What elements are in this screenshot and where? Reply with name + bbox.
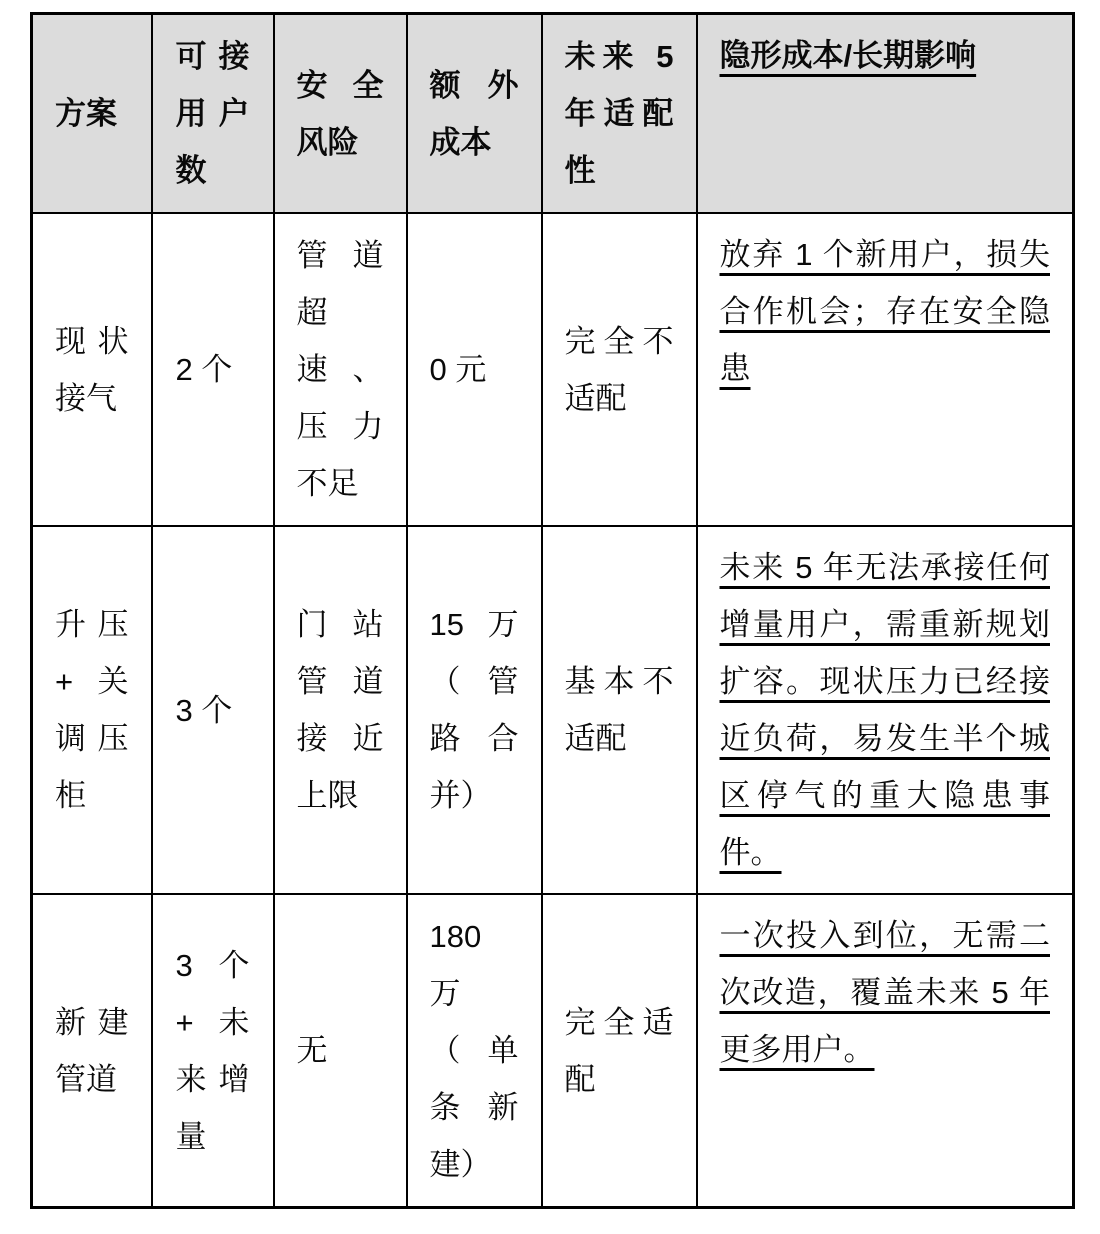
cell-risk: 管道超速、压力不足 bbox=[274, 213, 407, 526]
header-cell-fit: 未来 5 年适配性 bbox=[542, 14, 697, 214]
cell-cost: 0 元 bbox=[407, 213, 542, 526]
hidden-cost-text: 未来 5 年无法承接任何增量用户，需重新规划扩容。现状压力已经接近负荷，易发生半个城区停气的重大隐患事件。 bbox=[719, 550, 1050, 870]
header-cell-hidden-cost bbox=[697, 14, 1074, 214]
header-cell-users: 可接用户数 bbox=[152, 14, 274, 214]
cell-risk: 无 bbox=[274, 894, 407, 1208]
cell-fit: 完全适配 bbox=[542, 894, 697, 1208]
hidden-cost-text: 一次投入到位，无需二次改造，覆盖未来 5 年更多用户。 bbox=[719, 918, 1050, 1067]
cell-plan: 现状接气 bbox=[32, 213, 152, 526]
cell-hidden-cost bbox=[697, 526, 1074, 894]
cell-users: 2 个 bbox=[152, 213, 274, 526]
cell-plan: 新建管道 bbox=[32, 894, 152, 1208]
cell-cost: 15 万（管路合并） bbox=[407, 526, 542, 894]
table-row-boost-pressure bbox=[32, 526, 1074, 894]
cell-plan: 升压+关调压柜 bbox=[32, 526, 152, 894]
table-row-current-status bbox=[32, 213, 1074, 526]
cell-fit: 完全不适配 bbox=[542, 213, 697, 526]
hidden-cost-text: 放弃 1 个新用户，损失合作机会；存在安全隐患 bbox=[719, 237, 1050, 386]
header-cell-plan: 方案 bbox=[32, 14, 152, 214]
cell-hidden-cost bbox=[697, 894, 1074, 1208]
header-cell-cost: 额外成本 bbox=[407, 14, 542, 214]
cell-users: 3 个 bbox=[152, 526, 274, 894]
header-cell-risk: 安全风险 bbox=[274, 14, 407, 214]
table-row-new-pipeline bbox=[32, 894, 1074, 1208]
cell-fit: 基本不适配 bbox=[542, 526, 697, 894]
cell-hidden-cost bbox=[697, 213, 1074, 526]
cell-risk: 门站管道接近上限 bbox=[274, 526, 407, 894]
table-header-row bbox=[32, 14, 1074, 214]
header-hidden-cost-label: 隐形成本/长期影响 bbox=[719, 38, 977, 73]
comparison-table bbox=[30, 12, 1075, 1209]
cell-users: 3 个+未来增量 bbox=[152, 894, 274, 1208]
cell-cost: 180 万（单条新建） bbox=[407, 894, 542, 1208]
